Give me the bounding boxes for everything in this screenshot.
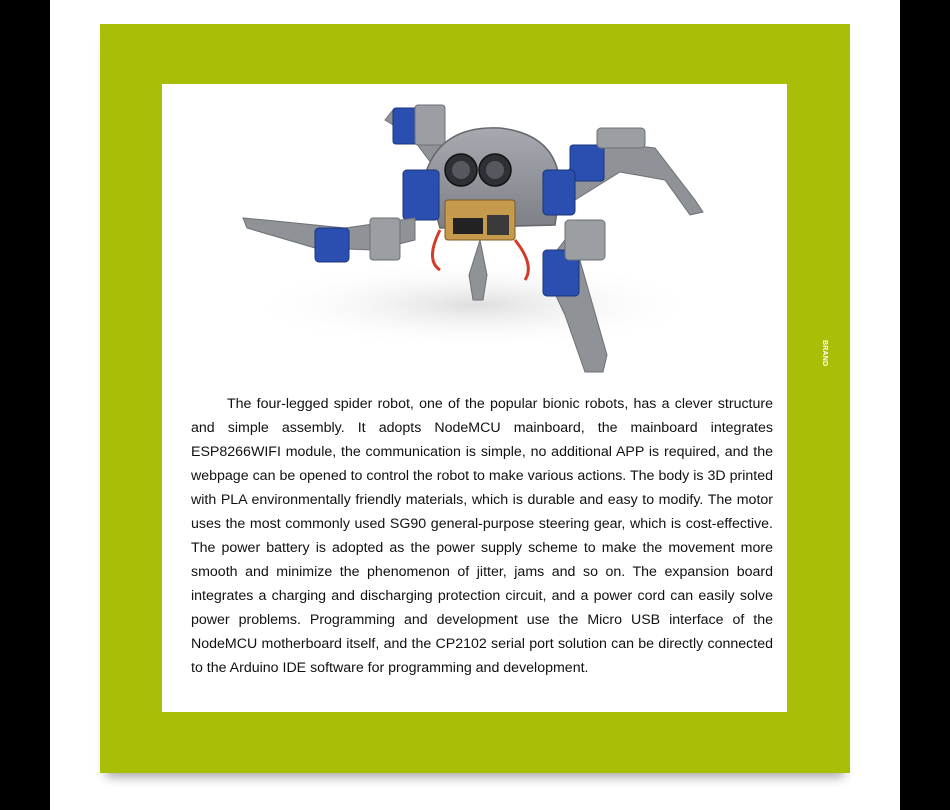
back-left-bracket [415,105,445,145]
brand-label: BRAND [821,340,828,367]
front-left-bracket [370,218,400,260]
front-left-servo [315,228,349,262]
rear-center-leg [469,240,487,300]
blue-side-servo-right [543,170,575,215]
left-black-bar [0,0,50,810]
product-description: The four-legged spider robot, one of the popular bionic robots, has a clever structure and simple assembly. It adopts NodeMCU mainboard, the mainboard integrates ESP8266WIFI module, the communication is simple, no additional APP is required, and the webpage can be opened to control the robot to make various actions. The body is 3D printed with PLA environmentally friendly materials, which is durable and easy to modify. The motor uses the most commonly used SG90 general-purpose steering gear, which is cost-effective. The power battery is adopted as the power supply scheme to make the movement more smooth and minimize the phenomenon of jitter, jams and so on. The expansion board integrates a charging and discharging protection circuit, and a power cord can easily solve power problems. Programming and development use the Micro USB interface of the NodeMCU motherboard itself, and the CP2102 serial port solution can be directly connected to the Arduino IDE software for programming and development. [191,396,773,676]
back-right-bracket [597,128,645,148]
spider-robot-image [225,100,725,385]
front-right-bracket [565,220,605,260]
blue-side-servo-left [403,170,439,220]
right-black-bar [900,0,950,810]
